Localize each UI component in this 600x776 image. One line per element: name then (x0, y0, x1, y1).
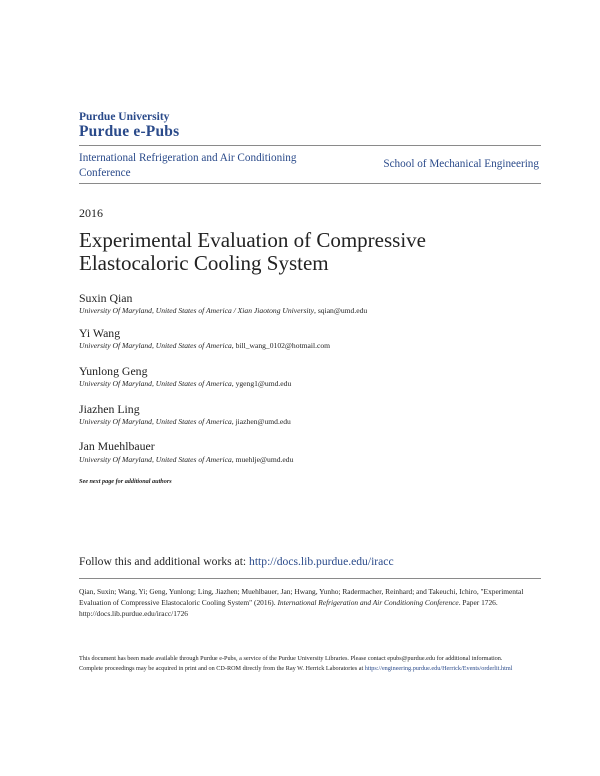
author-email: , ygeng1@umd.edu (231, 379, 292, 388)
author-name: Yunlong Geng (79, 364, 148, 378)
affiliation-text: University Of Maryland, United States of America (79, 341, 232, 350)
author-affiliation (79, 379, 291, 388)
citation-rule (79, 578, 541, 579)
author-name: Suxin Qian (79, 291, 133, 305)
citation-block (79, 586, 541, 619)
author-email: , sqian@umd.edu (314, 306, 368, 315)
follow-line (79, 555, 394, 568)
notice-line-1: This document has been made available through Purdue e-Pubs, a service of the Purdue University Libraries. Please contact epubs@purdue.edu for additional information. (79, 655, 503, 662)
header-rule-top (79, 145, 541, 146)
author-affiliation (79, 341, 330, 350)
affiliation-text: University Of Maryland, United States of America (79, 379, 232, 388)
header-rule-bottom (79, 183, 541, 184)
collection-link[interactable]: http://docs.lib.purdue.edu/iracc (249, 555, 394, 568)
author-email: , jiazhen@umd.edu (231, 417, 291, 426)
citation-venue: International Refrigeration and Air Conditioning Conference (277, 598, 459, 607)
notice-line-2: Complete proceedings may be acquired in print and on CD-ROM directly from the Ray W. Herrick Laboratories at (79, 665, 365, 672)
paper-title: Experimental Evaluation of Compressive Elastocaloric Cooling System (79, 228, 426, 275)
affiliation-text: University Of Maryland, United States of America / Xian Jiaotong University (79, 306, 315, 315)
author-email: , bill_wang_0102@hotmail.com (231, 341, 331, 350)
university-name: Purdue University (79, 111, 170, 123)
author-name: Yi Wang (79, 326, 121, 340)
author-affiliation (79, 306, 367, 315)
school-link[interactable]: School of Mechanical Engineering (383, 158, 539, 170)
affiliation-text: University Of Maryland, United States of America (79, 455, 232, 464)
affiliation-text: University Of Maryland, United States of America (79, 417, 232, 426)
follow-text: Follow this and additional works at: (79, 555, 250, 568)
author-name: Jiazhen Ling (79, 402, 140, 416)
conference-link[interactable]: International Refrigeration and Air Conditioning Conference (79, 152, 297, 179)
publication-year: 2016 (79, 206, 103, 220)
author-name: Jan Muehlbauer (79, 439, 155, 453)
citation-lead: Qian, Suxin; Wang, Yi; Geng, Yunlong; Ling, Jiazhen; Muehlbauer, Jan; Hwang, Yunho; Radermacher, Reinhard; and Takeuchi, Ichiro, "Experimental Evaluation of Compressive Elastocaloric Cooling System" (2016). (79, 587, 524, 607)
author-affiliation (79, 417, 291, 426)
repository-name[interactable]: Purdue e-Pubs (79, 123, 180, 140)
citation-paper-number: . Paper 1726. (458, 598, 498, 607)
author-email: , muehlje@umd.edu (231, 455, 294, 464)
notice-block (79, 654, 541, 674)
author-affiliation (79, 455, 293, 464)
citation-url[interactable]: http://docs.lib.purdue.edu/iracc/1726 (79, 609, 188, 618)
herrick-link[interactable]: https://engineering.purdue.edu/Herrick/Events/orderlit.html (364, 665, 513, 672)
see-next-page-note: See next page for additional authors (79, 478, 172, 485)
